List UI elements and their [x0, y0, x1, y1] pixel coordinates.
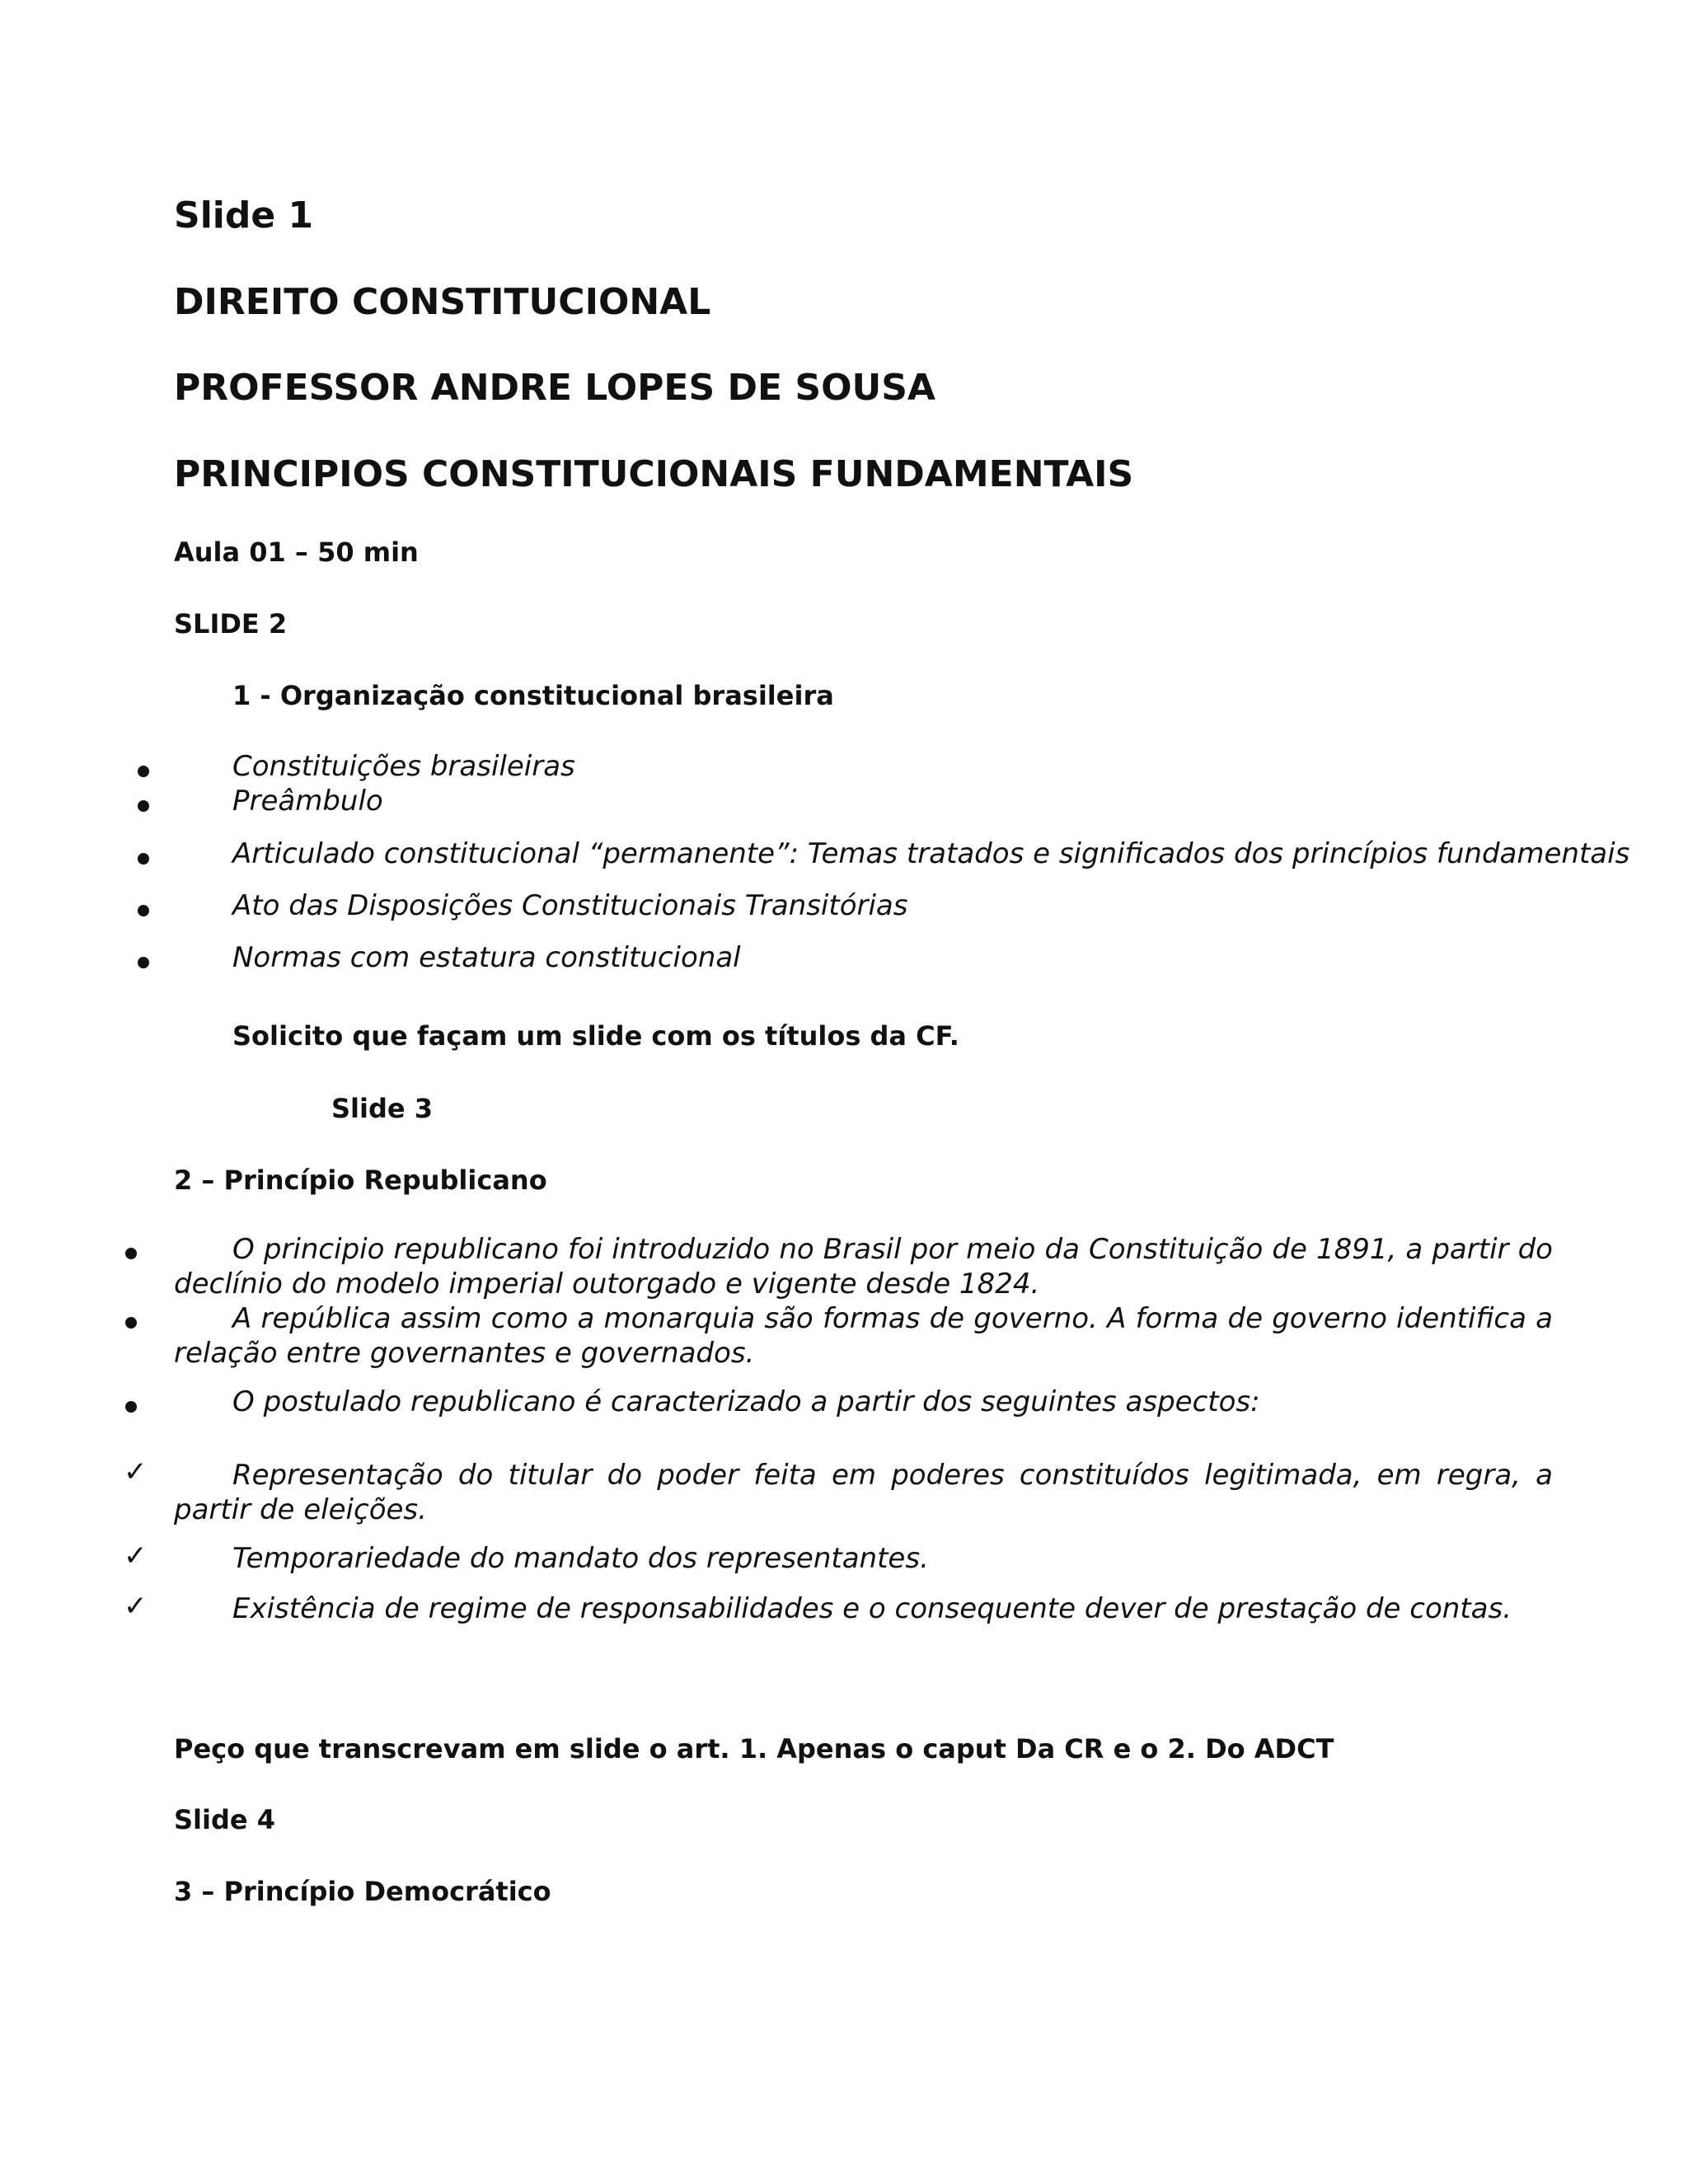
bullet-icon [125, 1317, 137, 1329]
professor-name: PROFESSOR ANDRE LOPES DE SOUSA [174, 367, 935, 409]
list-item: O postulado republicano é caracterizado a partir dos seguintes aspectos: [232, 1385, 1260, 1418]
section-republicano-title: 2 – Princípio Republicano [174, 1165, 547, 1196]
checkmark-icon: ✓ [124, 1590, 148, 1623]
list-item: Constituições brasileiras [232, 750, 575, 783]
course-title: DIREITO CONSTITUCIONAL [174, 281, 711, 323]
slide-3-request: Peço que transcrevam em slide o art. 1. Apenas o caput Da CR e o 2. Do ADCT [174, 1733, 1334, 1765]
bullet-icon [138, 800, 149, 812]
checkmark-icon: ✓ [124, 1455, 148, 1488]
bullet-icon [138, 766, 149, 777]
slide-2-label: SLIDE 2 [174, 608, 288, 640]
slide-1-label: Slide 1 [174, 194, 314, 237]
bullet-icon [125, 1401, 137, 1413]
slide-2-request: Solicito que façam um slide com os títulos da CF. [232, 1020, 959, 1052]
list-item: Existência de regime de responsabilidades e o consequente dever de prestação de contas. [232, 1592, 1512, 1625]
topic-title: PRINCIPIOS CONSTITUCIONAIS FUNDAMENTAIS [174, 453, 1134, 495]
list-item: Representação do titular do poder feita em poderes constituídos legitimada, em regra, a partir de eleições. [174, 1459, 1553, 1526]
bullet-icon [138, 853, 149, 865]
list-item: Temporariedade do mandato dos representantes. [232, 1542, 929, 1575]
list-item: A república assim como a monarquia são formas de governo. A forma de governo identifica a relação entre governantes e governados. [174, 1302, 1553, 1370]
slide-4-label: Slide 4 [174, 1804, 275, 1835]
list-item: O principio republicano foi introduzido no Brasil por meio da Constituição de 1891, a partir do declínio do modelo imperial outorgado e vigente desde 1824. [174, 1233, 1553, 1301]
bullet-icon [125, 1248, 137, 1259]
lesson-info: Aula 01 – 50 min [174, 537, 419, 568]
slide-3-label: Slide 3 [331, 1093, 433, 1124]
list-item: Ato das Disposições Constitucionais Transitórias [232, 889, 908, 922]
list-item: Articulado constitucional “permanente”: Temas tratados e significados dos princípios fundamentais [232, 837, 1630, 870]
section-democratico-title: 3 – Princípio Democrático [174, 1876, 551, 1907]
bullet-icon [138, 905, 149, 916]
list-item: Normas com estatura constitucional [232, 941, 741, 974]
checkmark-icon: ✓ [124, 1540, 148, 1572]
list-item: Preâmbulo [232, 785, 383, 818]
section-organizacao-title: 1 - Organização constitucional brasileira [232, 680, 834, 711]
bullet-icon [138, 957, 149, 968]
